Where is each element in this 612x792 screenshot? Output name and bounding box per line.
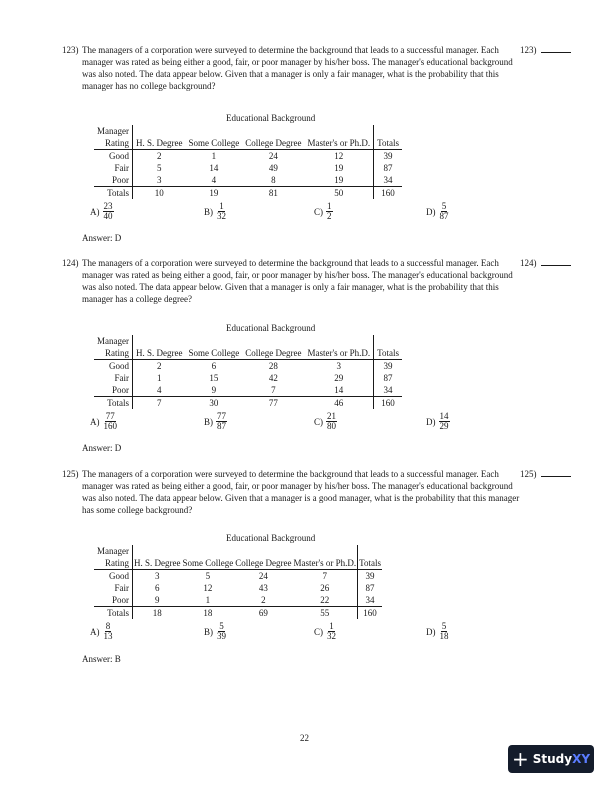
fraction [439, 412, 450, 431]
question-number: 123) [62, 45, 79, 55]
fraction-denominator: 29 [439, 421, 449, 431]
table-cell: 39 [374, 360, 402, 373]
row-label: Good [94, 150, 132, 163]
fraction-denominator: 2 [327, 211, 332, 221]
table-cell: 87 [374, 162, 402, 174]
data-table [94, 335, 402, 409]
choice-b [204, 622, 227, 641]
data-table [94, 545, 382, 619]
column-header: Some College [185, 137, 242, 150]
fraction [216, 202, 227, 221]
choice-letter: A) [90, 206, 100, 217]
fraction-denominator: 40 [103, 211, 113, 221]
answer-key: Answer: D [82, 443, 122, 453]
choice-c [314, 622, 337, 641]
table-cell: 87 [374, 372, 402, 384]
fraction [103, 202, 114, 221]
fraction-numerator: 5 [441, 621, 447, 631]
row-label: Fair [94, 372, 132, 384]
column-header: Totals [374, 137, 402, 150]
choice-letter: B) [204, 416, 213, 427]
question-prompt: The managers of a corporation were surveyed to determine the background that leads to a successful manager. Each manager was rated as being either a good, fair, or poor manager by his/her boss. The manager's educational background was also noted. The data appear below. Given that a manager is a good manager, what is the probability that this manager has some college background? [82, 469, 520, 515]
table-row [94, 150, 402, 163]
table-cell: 3 [154, 571, 160, 581]
plus-icon: + [511, 747, 529, 771]
fraction-denominator: 87 [439, 211, 449, 221]
choice-letter: D) [426, 206, 436, 217]
fraction-denominator: 160 [103, 421, 117, 431]
table-cell: 46 [334, 398, 344, 408]
table-cell: 2 [234, 594, 292, 607]
row-header-label: Rating [94, 557, 132, 570]
fraction-denominator: 13 [103, 631, 113, 641]
table-row [94, 384, 402, 397]
table-cell: 1 [156, 373, 162, 383]
fraction [326, 412, 337, 431]
table-cell: 7 [322, 571, 328, 581]
data-table [94, 125, 402, 199]
row-header-label: Rating [94, 137, 132, 150]
choice-d [426, 202, 450, 221]
table-cell: 87 [358, 582, 382, 594]
answer-key: Answer: D [82, 233, 122, 243]
fraction-numerator: 1 [219, 201, 224, 211]
table-cell: 5 [156, 163, 162, 173]
table-cell: 18 [203, 608, 213, 618]
table-row [94, 162, 402, 174]
fraction [326, 622, 337, 641]
choice-letter: D) [426, 416, 436, 427]
table-cell: 28 [268, 361, 278, 371]
table-title: Educational Background [226, 113, 316, 123]
question-prompt: The managers of a corporation were surveyed to determine the background that leads to a successful manager. Each manager was rated as being either a good, fair, or poor manager by his/her boss. The manager's educational background was also noted. The data appear below. Given that a manager is only a fair manager, what is the probability that this manager has a college degree? [82, 258, 513, 304]
table-cell: 3 [336, 361, 342, 371]
table-cell: 30 [209, 398, 219, 408]
fraction-numerator: 77 [105, 411, 115, 421]
table-cell: 19 [334, 163, 344, 173]
row-label: Poor [94, 174, 132, 187]
fraction-denominator: 18 [439, 631, 449, 641]
row-label: Fair [94, 162, 132, 174]
table-cell: 34 [374, 174, 402, 187]
fraction-numerator: 5 [219, 621, 224, 631]
row-label: Good [94, 360, 132, 373]
fraction-denominator: 32 [327, 631, 336, 641]
table-cell: 1 [181, 594, 234, 607]
choice-letter: C) [314, 416, 323, 427]
column-header: H. S. Degree [133, 558, 181, 568]
table-row [94, 187, 402, 200]
table-cell: 34 [358, 594, 382, 607]
column-header: Master's or Ph.D. [293, 558, 357, 568]
choice-letter: C) [314, 206, 323, 217]
brand-prefix: Study [532, 752, 573, 766]
choice-a [90, 202, 114, 221]
table-title: Educational Background [226, 323, 316, 333]
table-cell: 15 [209, 373, 219, 383]
table-cell: 14 [209, 163, 219, 173]
row-header-label: Manager [94, 125, 132, 137]
table-cell: 6 [154, 583, 160, 593]
table-cell: 160 [358, 607, 382, 620]
studyxy-logo[interactable] [508, 745, 594, 773]
choice-d [426, 412, 450, 431]
answer-line [541, 468, 571, 477]
column-header: H. S. Degree [132, 137, 185, 150]
question-prompt: The managers of a corporation were surveyed to determine the background that leads to a successful manager. Each manager was rated as being either a good, fair, or poor manager by his/her boss. The manager's educational background was also noted. The data appear below. Given that a manager is only a fair manager, what is the probability that this manager has no college background? [82, 45, 513, 91]
question-text-block [62, 257, 522, 305]
choice-letter: A) [90, 626, 100, 637]
table-row [94, 174, 402, 187]
answer-key: Answer: B [82, 654, 121, 664]
column-header: Master's or Ph.D. [304, 347, 373, 360]
fraction [103, 412, 119, 431]
table-cell: 24 [258, 571, 268, 581]
choice-b [204, 202, 227, 221]
fraction-numerator: 5 [441, 201, 447, 211]
table-cell: 7 [156, 398, 162, 408]
answer-blank [520, 257, 571, 268]
column-header: Some College [185, 347, 242, 360]
table-cell: 24 [268, 151, 278, 161]
answer-blank-label: 123) [520, 45, 537, 55]
fraction [326, 202, 333, 221]
fraction-numerator: 21 [327, 411, 336, 421]
answer-line [541, 44, 571, 53]
table-cell: 29 [334, 373, 344, 383]
question-text-block [62, 468, 522, 516]
column-header: Some College [182, 558, 234, 568]
table-cell: 39 [358, 570, 382, 583]
question-number: 125) [62, 469, 79, 479]
fraction-denominator: 87 [217, 421, 226, 431]
column-header: College Degree [242, 137, 304, 150]
choice-letter: A) [90, 416, 100, 427]
table-row [94, 397, 402, 410]
answer-blank [520, 44, 571, 55]
table-cell: 42 [268, 373, 278, 383]
column-header: Totals [359, 558, 381, 568]
row-header-label: Manager [94, 545, 132, 557]
table-cell: 43 [258, 583, 268, 593]
answer-blank [520, 468, 571, 479]
table-row [94, 594, 382, 607]
fraction-numerator: 23 [103, 201, 113, 211]
column-header: H. S. Degree [132, 347, 185, 360]
row-label: Totals [94, 397, 132, 410]
table-cell: 4 [132, 384, 185, 397]
fraction [216, 622, 227, 641]
table-cell: 9 [185, 384, 242, 397]
fraction-denominator: 32 [217, 211, 226, 221]
column-header: Totals [374, 347, 402, 360]
choice-letter: C) [314, 626, 323, 637]
choice-letter: B) [204, 206, 213, 217]
table-cell: 4 [185, 174, 242, 187]
table-cell: 39 [374, 150, 402, 163]
answer-blank-label: 125) [520, 469, 537, 479]
column-header: College Degree [235, 558, 292, 568]
fraction [439, 202, 450, 221]
row-label: Poor [94, 594, 132, 607]
table-cell: 50 [334, 188, 344, 198]
fraction-numerator: 8 [105, 621, 111, 631]
column-header: College Degree [242, 347, 304, 360]
row-header-label: Rating [94, 347, 132, 360]
table-cell: 26 [320, 583, 330, 593]
fraction-denominator: 39 [217, 631, 226, 641]
choice-b [204, 412, 227, 431]
table-cell: 12 [203, 583, 213, 593]
fraction [439, 622, 450, 641]
choice-d [426, 622, 450, 641]
fraction-numerator: 77 [217, 411, 226, 421]
table-cell: 49 [268, 163, 278, 173]
answer-line [541, 257, 571, 266]
table-cell: 19 [209, 188, 219, 198]
table-cell: 8 [242, 174, 304, 187]
choice-a [90, 622, 114, 641]
table-cell: 12 [334, 151, 344, 161]
table-cell: 34 [374, 384, 402, 397]
table-cell: 1 [211, 151, 217, 161]
row-label: Poor [94, 384, 132, 397]
table-cell: 77 [268, 398, 278, 408]
table-cell: 7 [242, 384, 304, 397]
table-cell: 160 [374, 187, 402, 200]
page-number: 22 [300, 733, 309, 743]
row-label: Totals [94, 607, 132, 620]
table-title: Educational Background [226, 533, 316, 543]
answer-blank-label: 124) [520, 258, 537, 268]
fraction-numerator: 1 [327, 201, 332, 211]
table-cell: 9 [132, 594, 181, 607]
table-cell: 5 [205, 571, 211, 581]
table-cell: 22 [292, 594, 357, 607]
table-cell: 19 [304, 174, 373, 187]
table-row [94, 372, 402, 384]
table-cell: 3 [132, 174, 185, 187]
question-text-block [62, 44, 522, 92]
row-label: Totals [94, 187, 132, 200]
choice-c [314, 202, 333, 221]
table-row [94, 607, 382, 620]
table-cell: 69 [258, 608, 268, 618]
fraction [103, 622, 114, 641]
table-cell: 2 [156, 361, 162, 371]
fraction-numerator: 14 [439, 411, 449, 421]
choice-letter: B) [204, 626, 213, 637]
table-cell: 81 [268, 188, 278, 198]
fraction-denominator: 80 [327, 421, 336, 431]
table-cell: 18 [152, 608, 162, 618]
question-number: 124) [62, 258, 79, 268]
row-header-label: Manager [94, 335, 132, 347]
fraction-numerator: 1 [329, 621, 334, 631]
table-cell: 160 [374, 397, 402, 410]
table-row [94, 360, 402, 373]
table-cell: 2 [156, 151, 162, 161]
choice-c [314, 412, 337, 431]
row-label: Good [94, 570, 132, 583]
table-cell: 14 [304, 384, 373, 397]
table-row [94, 582, 382, 594]
brand-suffix: XY [572, 752, 591, 766]
column-header: Master's or Ph.D. [304, 137, 373, 150]
table-cell: 6 [211, 361, 217, 371]
table-row [94, 570, 382, 583]
fraction [216, 412, 227, 431]
table-cell: 55 [320, 608, 330, 618]
table-cell: 10 [154, 188, 164, 198]
choice-a [90, 412, 118, 431]
row-label: Fair [94, 582, 132, 594]
choice-letter: D) [426, 626, 436, 637]
